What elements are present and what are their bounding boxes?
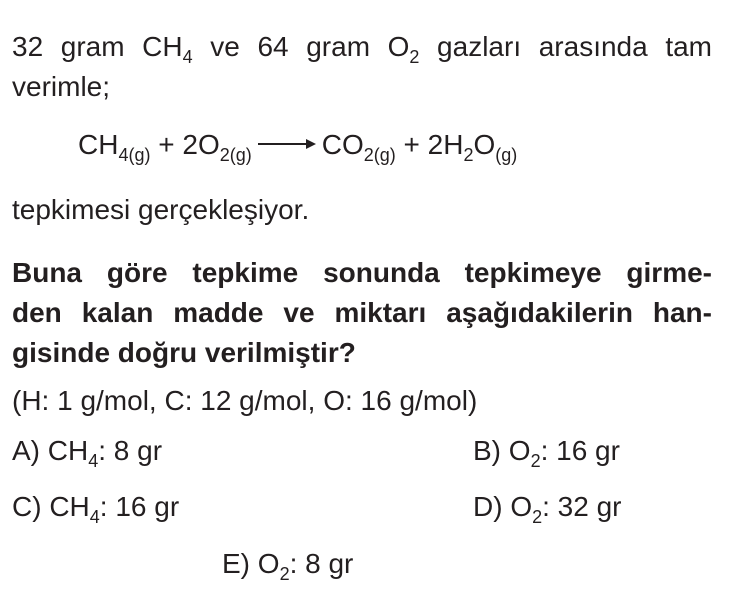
molar-masses: (H: 1 g/mol, C: 12 g/mol, O: 16 g/mol) xyxy=(12,385,478,416)
option-b[interactable]: B) $O_2$: 16 gr xyxy=(473,435,620,471)
option-d[interactable]: D) $O_2$: 32 gr xyxy=(473,491,622,527)
reaction-equation: $CH_{4(g)} + 2O_{2(g)}$ $CO_{2(g)} + 2H_2O_{(g)}$ xyxy=(78,129,518,165)
after-equation-text: tepkimesi gerçekleşiyor. xyxy=(12,194,310,225)
option-c[interactable]: C) $CH_4$: 16 gr xyxy=(12,491,180,527)
question-bold-line2: den kalan madde ve miktarı aşağıdakilerin han- xyxy=(12,297,712,328)
question-bold-line3: gisinde doğru verilmiştir? xyxy=(12,337,356,368)
question-intro-line2: verimle; xyxy=(12,71,111,102)
option-a[interactable]: A) $CH_4$: 8 gr xyxy=(12,435,163,471)
option-e[interactable]: E) $O_2$: 8 gr xyxy=(222,548,354,584)
question-bold-line1: Buna göre tepkime sonunda tepkimeye girme- xyxy=(12,257,712,288)
reaction-arrow-icon xyxy=(258,138,316,150)
question-intro-line1: 32 gram $CH_4$ ve 64 gram $O_2$ gazları arasında tam xyxy=(12,31,712,67)
